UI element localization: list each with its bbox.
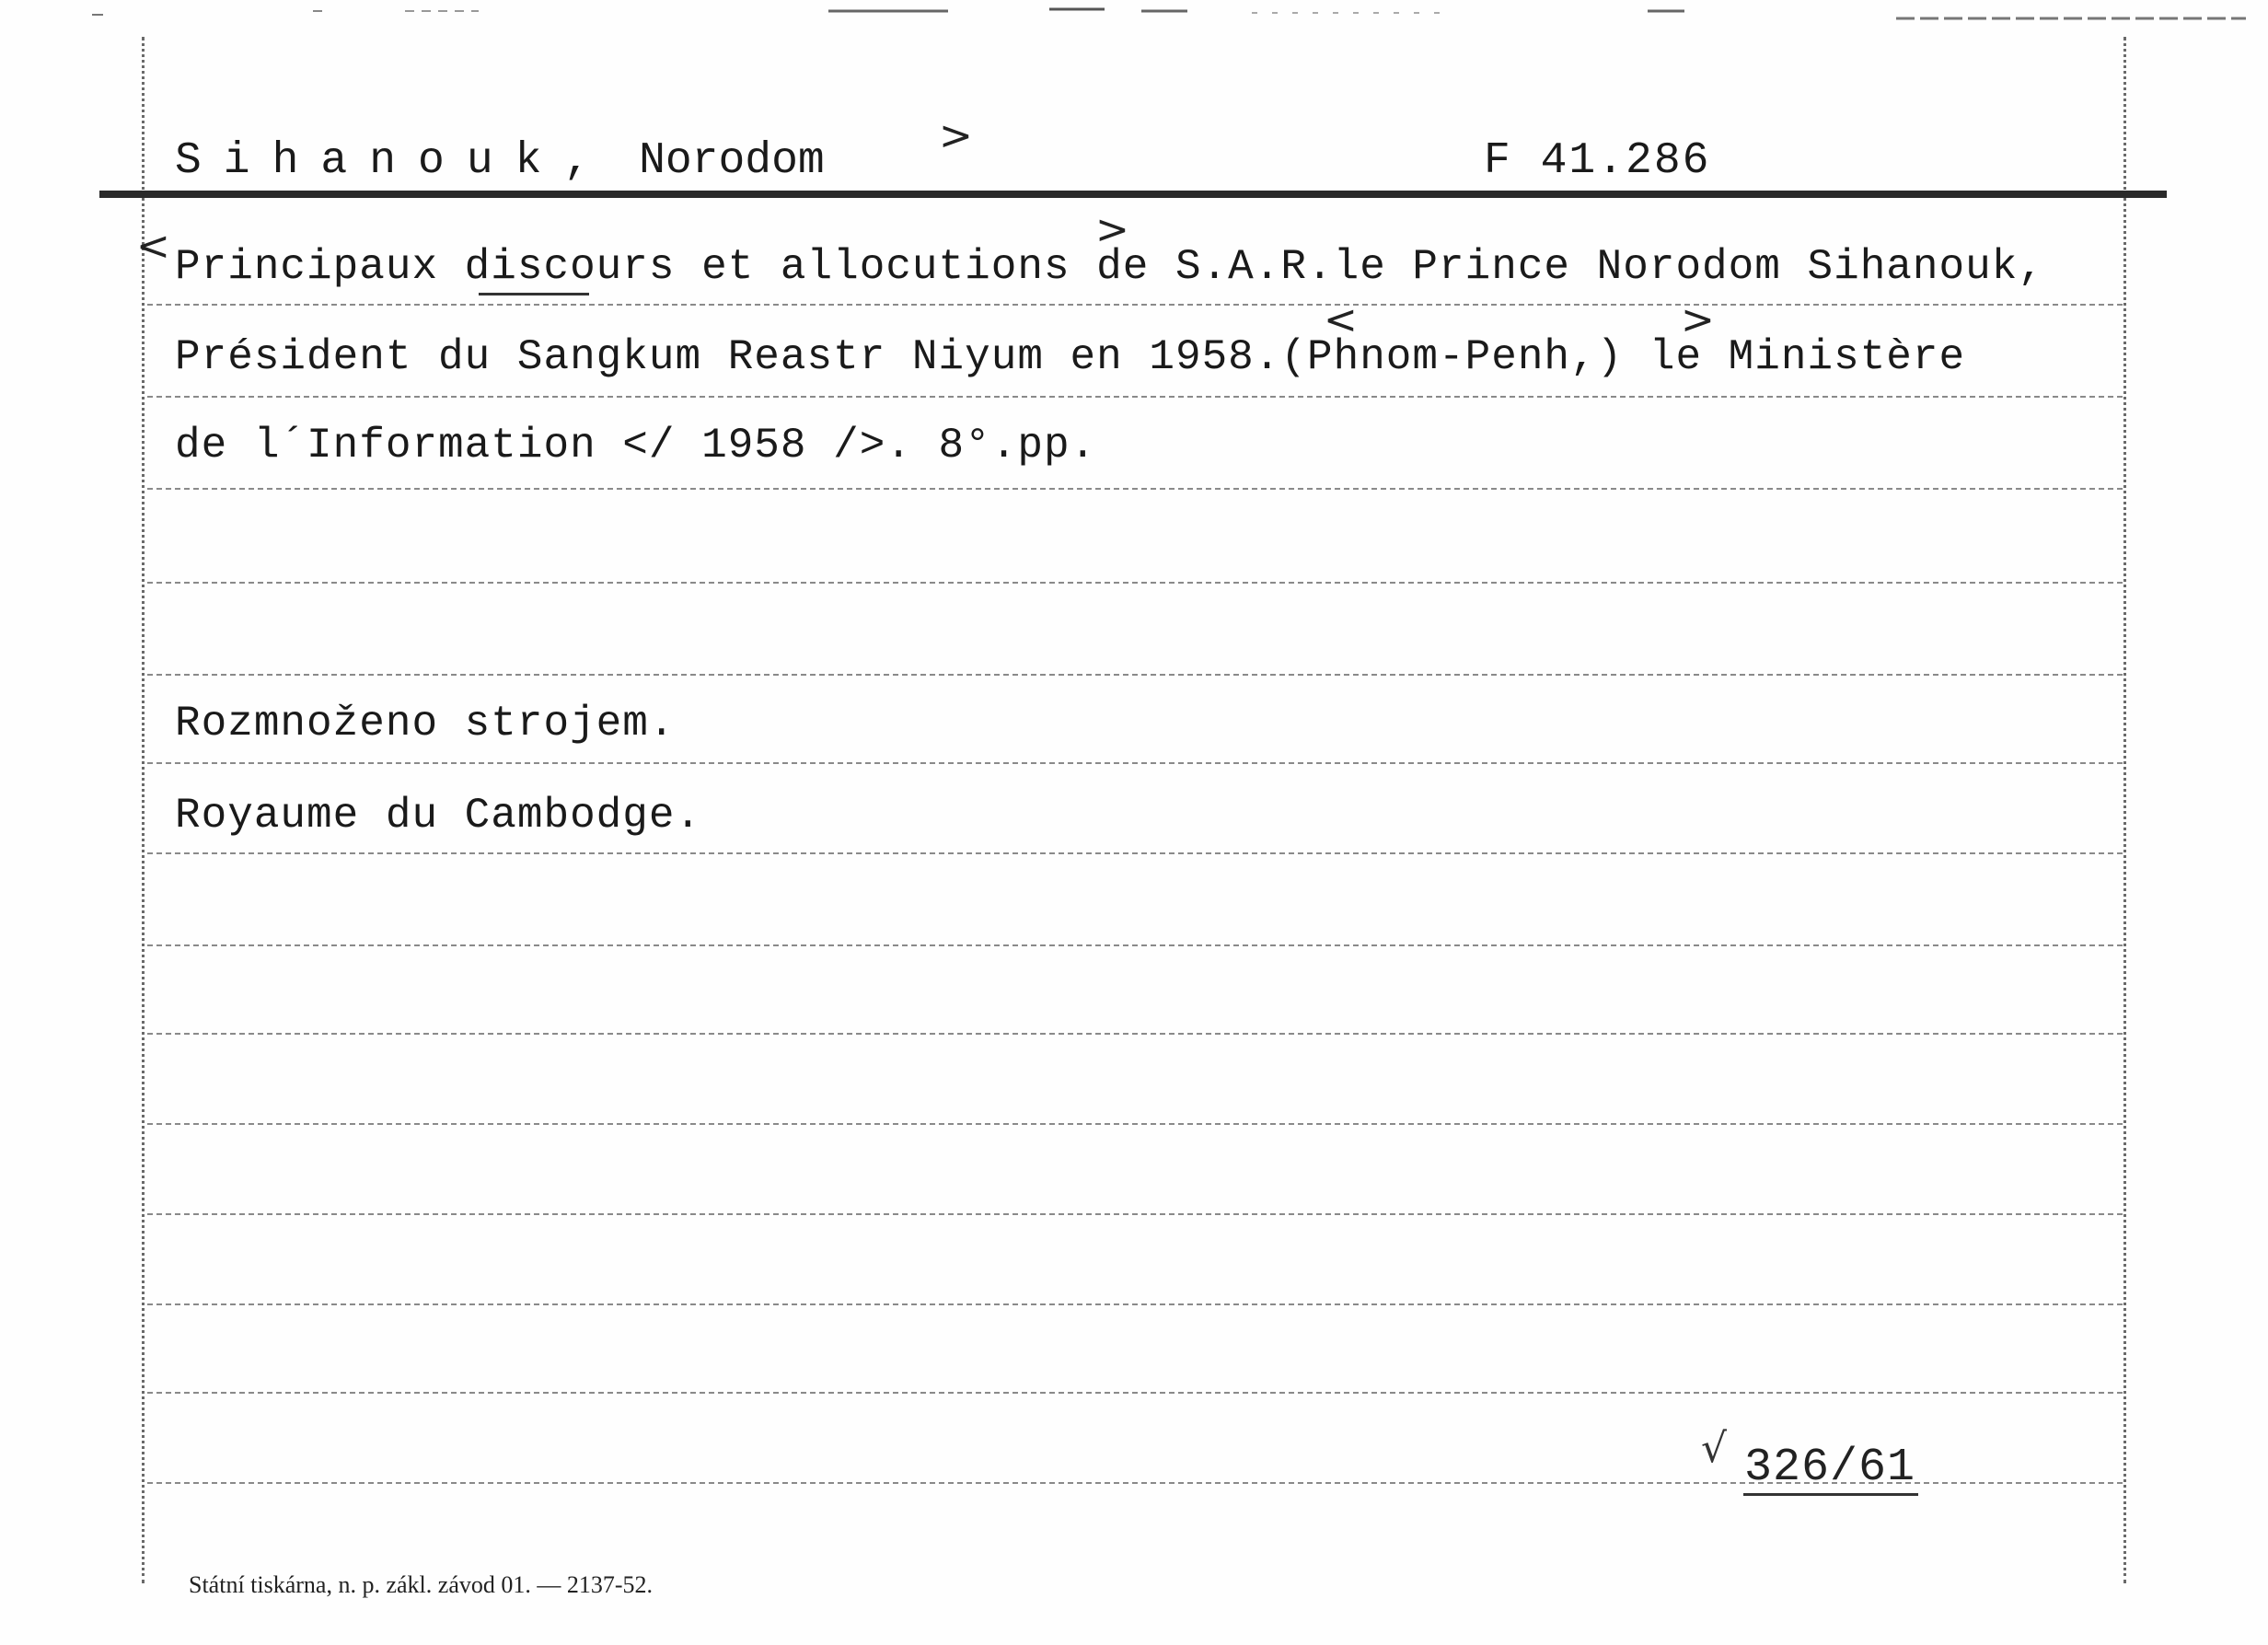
author-forename: Norodom [639, 136, 825, 186]
accession-underline [1743, 1493, 1918, 1496]
ruled-line [147, 674, 2123, 676]
author-heading [175, 136, 825, 186]
ruled-line [147, 1213, 2123, 1215]
underline-mark [479, 293, 589, 295]
ruled-line [147, 1392, 2123, 1394]
ruled-line [147, 1303, 2123, 1305]
ruled-line [147, 396, 2123, 398]
accession-number: 326/61 [1744, 1442, 1916, 1494]
ruled-line [147, 488, 2123, 490]
printer-imprint: Státní tiskárna, n. p. zákl. závod 01. — 2137-52. [189, 1571, 654, 1598]
handwritten-insertion-close: > [1095, 206, 1129, 253]
check-mark-icon: √ [1701, 1425, 1728, 1472]
ruled-line [147, 762, 2123, 764]
title-line-1: Principaux discours et allocutions de S.A.R.le Prince Norodom Sihanouk, [175, 243, 2044, 291]
title-line-2: Président du Sangkum Reastr Niyum en 1958.(Phnom-Penh,) le Ministère [175, 333, 1966, 381]
handwritten-insertion-close: > [939, 112, 973, 159]
heading-rule [99, 191, 2167, 198]
scan-edge-marks [0, 0, 2268, 31]
right-margin-line [2123, 37, 2126, 1583]
note-country: Royaume du Cambodge. [175, 792, 702, 840]
handwritten-insertion-close: > [1681, 296, 1715, 343]
title-line-3: de l´Information </ 1958 />. 8°.pp. [175, 422, 1097, 469]
ruled-line [147, 304, 2123, 306]
handwritten-insertion-open: < [1324, 296, 1358, 343]
note-reproduction: Rozmnoženo strojem. [175, 700, 676, 747]
ruled-line [147, 1123, 2123, 1125]
handwritten-insertion-open: < [136, 223, 170, 270]
author-surname: Sihanouk, [175, 136, 613, 186]
ruled-line [147, 1033, 2123, 1035]
ruled-line [147, 852, 2123, 854]
ruled-line [147, 582, 2123, 584]
ruled-line [147, 944, 2123, 946]
call-number: F 41.286 [1484, 136, 1711, 186]
